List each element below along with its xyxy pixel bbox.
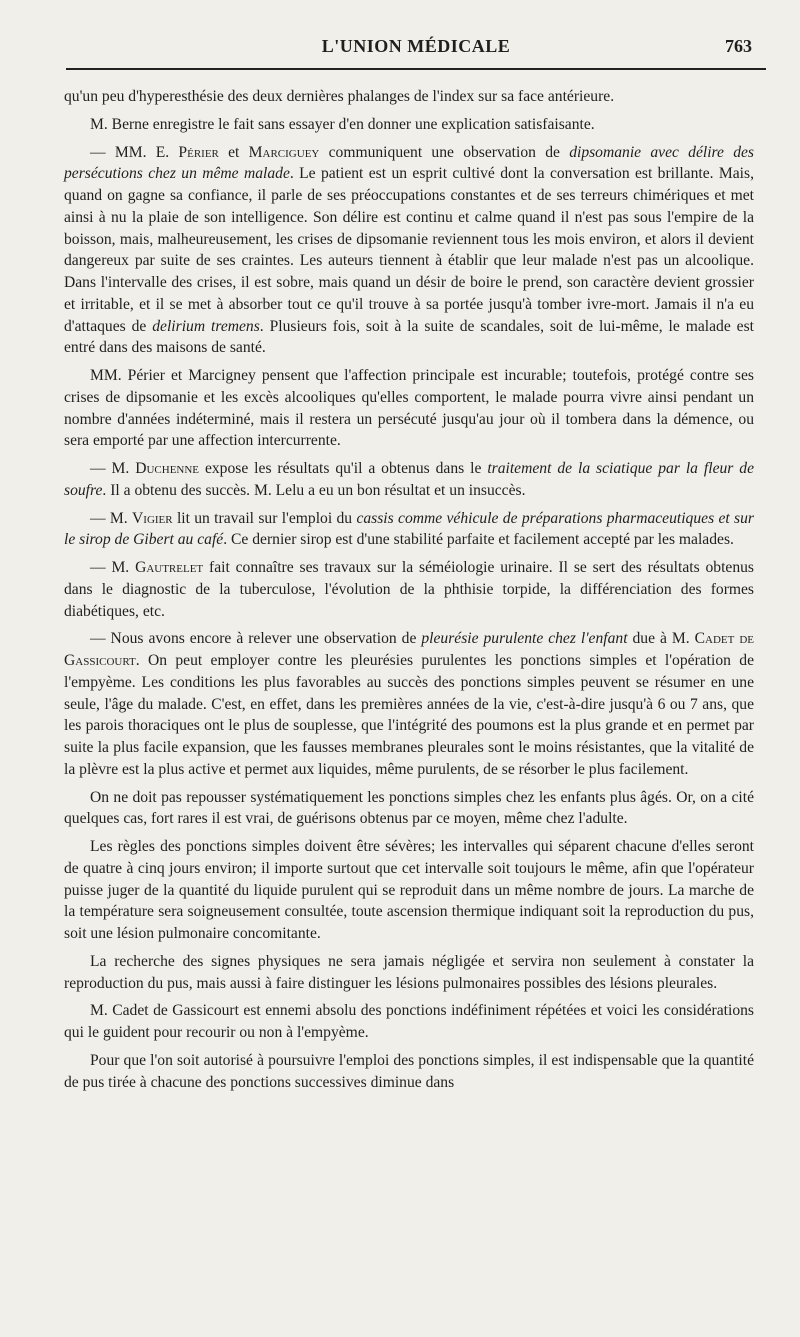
italic-text: delirium tremens bbox=[152, 317, 260, 335]
author-name: Marciguey bbox=[248, 143, 320, 161]
text-run: . Le patient est un esprit cultivé dont la conversation est brillante. Mais, quand on gagne sa confiance, il parle de ses préoccupations constantes et de ses terreurs chimériques et met ainsi à nu la plaie de son intelligence. Son délire est continu et calme quand il n'est pas sous l'empire de la boisson, mais, malheureusement, les crises de dipsomanie reviennent tous les mois environ, et alors il devient dangereux par suite de ses craintes. Les auteurs tiennent à établir que leur malade n'est pas un alcoolique. Dans l'intervalle des crises, il est sobre, mais quand un désir de boire le prend, son caractère devient grossier et irritable, et il se met à absorber tout ce qu'il trouve à sa portée jusqu'à tomber ivre-mort. Jamais il n'a eu d'attaques de bbox=[64, 165, 754, 335]
text-run: M. Berne enregistre le fait sans essayer d'en donner une explication satisfaisante. bbox=[90, 115, 595, 133]
header-rule bbox=[66, 68, 766, 70]
text-run: due à M. bbox=[627, 630, 695, 648]
text-run: La recherche des signes physiques ne sera jamais négligée et servira non seulement à constater la reproduction du pus, mais aussi à faire distinguer les lésions pulmonaires possibles des lésions pleurales. bbox=[64, 952, 754, 992]
text-run: . On peut employer contre les pleurésies purulentes les ponctions simples et l'opération de l'empyème. Les conditions les plus favorables au succès des ponctions simples peuvent se résumer en une seule, l'âge du malade. C'est, en effet, dans les premières années de la vie, c'est-à-dire jusqu'à 6 ou 7 ans, que les parois thoraciques ont le plus de souplesse, que l'intégrité des poumons est la plus grande et en permet par suite la plus facile expansion, que les fausses membranes pleurales sont le moins résistantes, que la vitalité de la plèvre est la plus active et permet aux liquides, même purulents, de se résorber le plus facilement. bbox=[64, 652, 754, 778]
author-name: Gautrelet bbox=[135, 559, 204, 576]
text-run: — M. bbox=[90, 460, 136, 477]
text-run: M. Cadet de Gassicourt est ennemi absolu des ponctions indéfiniment répétées et voici les considérations qui le guident pour recourir ou non à l'empyème. bbox=[64, 1002, 754, 1041]
text-run: — M. bbox=[90, 509, 133, 527]
text-run: — Nous avons encore à relever une observation de bbox=[90, 630, 422, 648]
text-run: — M. bbox=[90, 559, 136, 576]
author-name: Vigier bbox=[132, 509, 173, 527]
paragraph bbox=[64, 114, 754, 136]
paragraph bbox=[64, 86, 754, 108]
paragraph bbox=[64, 1050, 754, 1094]
text-run: — MM. E. bbox=[90, 143, 179, 161]
text-run: On ne doit pas repousser systématiquement les ponctions simples chez les enfants plus âgés. Or, on a cité quelques cas, fort rares il est vrai, de guérisons obtenus par ce moyen, même chez l'adulte. bbox=[64, 788, 754, 828]
text-run: MM. Périer et Marcigney pensent que l'affection principale est incurable; toutefois, protégé contre ses crises de dipsomanie et les excès alcooliques qu'elles comportent, le malade pourra vivre ainsi pendant un nombre d'années indéterminé, mais il restera un persécuté jusqu'au jour où il tombera dans la démence, ou sera emporté par une affection intercurrente. bbox=[64, 367, 754, 450]
text-run: lit un travail sur l'emploi du bbox=[172, 509, 357, 527]
text-run: . Ce dernier sirop est d'une stabilité parfaite et facilement accepté par les malades. bbox=[223, 531, 734, 549]
author-name: Périer bbox=[178, 143, 219, 161]
text-run: . Il a obtenu des succès. M. Lelu a eu un bon résultat et un insuccès. bbox=[102, 481, 526, 499]
paragraph bbox=[64, 508, 754, 552]
paragraph bbox=[64, 787, 754, 831]
text-run: communiquent une observation de bbox=[319, 143, 570, 161]
italic-text: dipsomanie avec délire des persécutions chez un même malade bbox=[64, 143, 754, 183]
author-name: Duchenne bbox=[135, 460, 200, 477]
text-run: . Plusieurs fois, soit à la suite de scandales, soit de lui-même, le malade est entré dans des maisons de santé. bbox=[64, 317, 754, 357]
paragraph bbox=[64, 836, 754, 945]
paragraph bbox=[64, 1000, 754, 1044]
article-body bbox=[64, 86, 754, 1099]
italic-text: traitement de la sciatique par la fleur de soufre bbox=[64, 460, 755, 499]
running-header bbox=[66, 30, 766, 70]
text-run: Les règles des ponctions simples doivent être sévères; les intervalles qui séparent chacune d'elles seront de quatre à cinq jours environ; il importe surtout que cet intervalle soit toujours le même, afin que l'opérateur puisse juger de la quantité du liquide purulent qui se reproduit dans un même nombre de jours. La marche de la température sera soigneusement consultée, toute ascension thermique indiquant soit la reproduction du pus, soit une lésion pulmonaire concomitante. bbox=[64, 838, 754, 942]
paragraph bbox=[64, 557, 754, 622]
italic-text: cassis comme véhicule de préparations pharmaceutiques et sur le sirop de Gibert au café bbox=[64, 509, 754, 549]
paragraph bbox=[64, 365, 754, 452]
text-run: fait connaître ses travaux sur la séméiologie urinaire. Il se sert des résultats obtenus dans le diagnostic de la tuberculose, l'évolution de la phthisie torpide, la différenciation des formes diabétiques, etc. bbox=[64, 559, 754, 620]
text-run: qu'un peu d'hyperesthésie des deux dernières phalanges de l'index sur sa face antérieure. bbox=[64, 88, 615, 105]
journal-title: L'UNION MÉDICALE bbox=[321, 36, 511, 56]
page-number: 763 bbox=[725, 36, 752, 56]
paragraph bbox=[64, 142, 754, 360]
text-run: Pour que l'on soit autorisé à poursuivre l'emploi des ponctions simples, il est indispensable que la quantité de pus tirée à chacune des ponctions successives diminue dans bbox=[64, 1051, 754, 1091]
paragraph bbox=[64, 628, 754, 780]
text-run: et bbox=[218, 143, 249, 161]
paragraph bbox=[64, 458, 754, 502]
italic-text: pleurésie purulente chez l'enfant bbox=[421, 630, 628, 648]
text-run: expose les résultats qu'il a obtenus dans le bbox=[199, 460, 488, 477]
paragraph bbox=[64, 951, 754, 995]
author-name: Cadet de Gassicourt bbox=[64, 630, 754, 669]
